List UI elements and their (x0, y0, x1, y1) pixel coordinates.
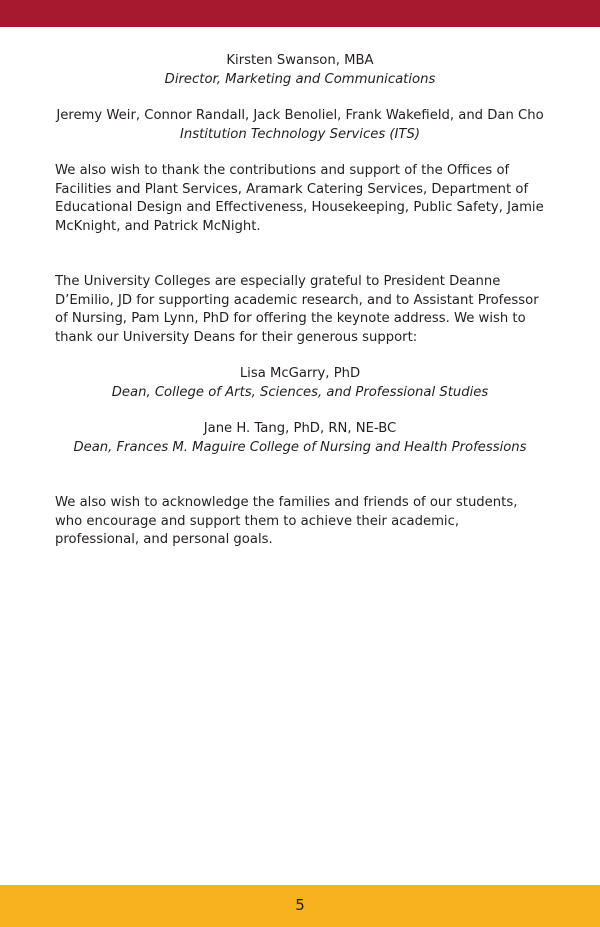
credit-role: Institution Technology Services (ITS) (179, 126, 420, 142)
header-bar (0, 0, 600, 27)
credit-role: Director, Marketing and Communications (164, 71, 436, 87)
president-thanks-paragraph: The University Colleges are especially grateful to President Deanne D’Emilio, JD for supporting academic research, and to Assistant Professor of Nursing, Pam Lynn, PhD for offering the keynote address. We wish to thank our University Deans for their generous support: (55, 274, 539, 345)
credit-name: Kirsten Swanson, MBA (226, 53, 374, 68)
dean-role: Dean, Frances M. Maguire College of Nursing and Health Professions (73, 439, 527, 455)
offices-thanks-paragraph: We also wish to thank the contributions and support of the Offices of Facilities and Plant Services, Aramark Catering Services, Department of Educational Design and Effectiveness, Housekeeping, Public Safety, Jamie McKnight, and Patrick McNight. (55, 163, 544, 234)
page-number: 5 (295, 896, 305, 914)
dean-name: Lisa McGarry, PhD (239, 366, 361, 381)
dean-name: Jane H. Tang, PhD, RN, NE-BC (203, 421, 397, 436)
credit-name: Jeremy Weir, Connor Randall, Jack Benoliel, Frank Wakefield, and Dan Cho (56, 108, 544, 123)
acknowledgements-content (55, 52, 545, 550)
dean-role: Dean, College of Arts, Sciences, and Professional Studies (111, 384, 489, 400)
families-thanks-paragraph: We also wish to acknowledge the families and friends of our students, who encourage and support them to achieve their academic, professional, and personal goals. (55, 495, 518, 547)
